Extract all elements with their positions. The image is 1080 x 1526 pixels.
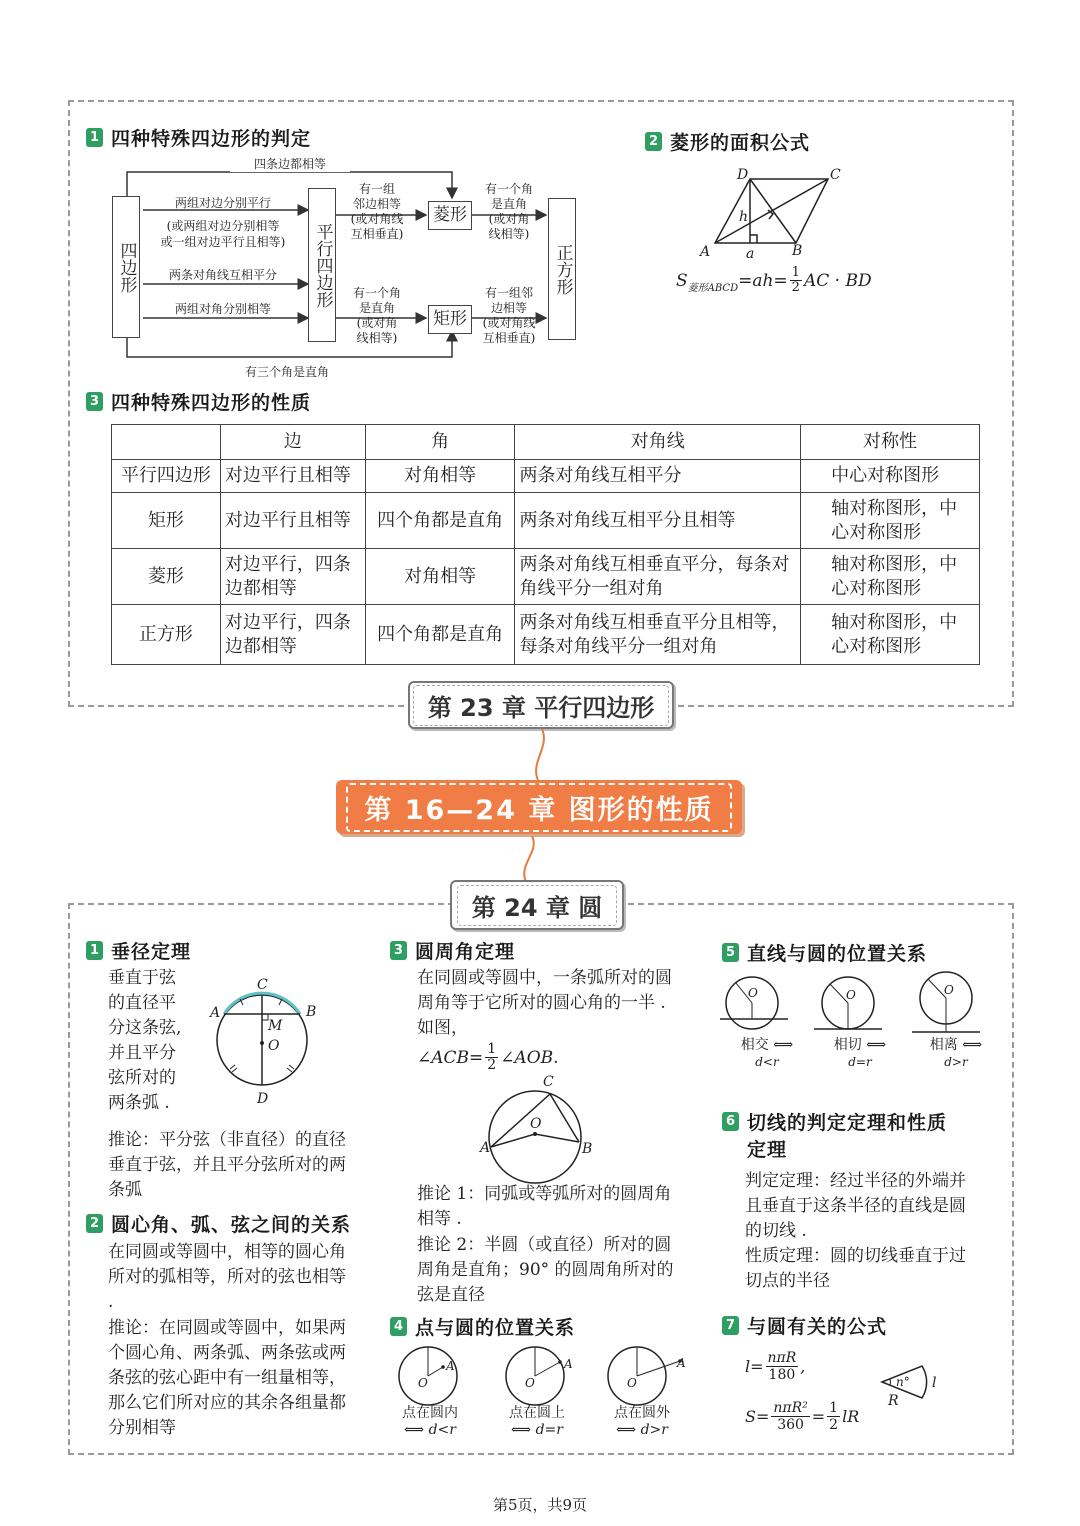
page-footer: 第5页，共9页 (492, 1496, 588, 1514)
c4-label-outside: 点在圆外 ⟺ d>r (614, 1405, 670, 1438)
c4-number: 4 (390, 1317, 407, 1336)
c1-point-B: B (306, 1004, 317, 1020)
rhombus-area-formula: S 菱形ABCD =ah= $\frac{1}{2}$ AC · BD (676, 265, 872, 295)
c5-O-3: O (944, 983, 954, 997)
c5-heading (722, 939, 927, 966)
rhombus-a: a (746, 246, 755, 262)
c1-corollary: 推论：平分弦（非直径）的直径垂直于弦，并且平分弦所对的两条弧 (108, 1130, 346, 1200)
s2-title: 菱形的面积公式 (670, 132, 811, 154)
box-rhombus: 菱形 (428, 201, 472, 230)
c4-title: 点与圆的位置关系 (415, 1317, 576, 1339)
c5-O-1: O (748, 986, 758, 1000)
c1-heading (86, 937, 191, 964)
s1-heading (86, 124, 311, 151)
c4-label-inside: 点在圆内 ⟺ d<r (402, 1405, 458, 1438)
rhombus-B: B (792, 243, 803, 259)
table-cell: 轴对称图形，中心对称图形 (801, 549, 980, 605)
table-row (112, 460, 980, 493)
table-cell: 正方形 (112, 605, 221, 665)
table-header: 对称性 (801, 425, 980, 460)
c3-formula: ∠ACB= $\frac{1}{2}$ ∠AOB. (417, 1041, 559, 1073)
c4-label-on: 点在圆上 ⟺ d=r (509, 1405, 565, 1438)
table-header: 对角线 (515, 425, 801, 460)
sector-l: l (932, 1375, 937, 1391)
label-a4: 两条对角线互相平分 (168, 268, 277, 282)
table-cell: 四个角都是直角 (365, 605, 515, 665)
table-header: 边 (220, 425, 365, 460)
c2-number: 2 (86, 1214, 103, 1233)
c2-corollary: 推论：在同圆或等圆中，如果两个圆心角、两条弧、两条弦或两条弦的弦心距中有一组量相等，那么它们所对应的其余各组量都分别相等 (108, 1318, 346, 1438)
s1-number: 1 (86, 128, 103, 147)
rhombus-A: A (700, 244, 711, 260)
c3-body: 在同圆或等圆中，一条弧所对的圆周角等于它所对的圆心角的一半 . 如图， (417, 968, 672, 1038)
c1-point-M: M (268, 1018, 283, 1034)
c4-A-2: A (564, 1357, 573, 1371)
table-row (112, 549, 980, 605)
c6-title: 切线的判定定理和性质 (747, 1112, 948, 1134)
table-cell: 对边平行且相等 (220, 460, 365, 493)
box-quadrilateral: 四边形 (112, 196, 140, 338)
table-cell: 轴对称图形，中心对称图形 (801, 493, 980, 549)
c2-title: 圆心角、弧、弦之间的关系 (111, 1214, 352, 1236)
table-header: 角 (365, 425, 515, 460)
rhombus-figure (700, 165, 850, 265)
table-cell: 两条对角线互相垂直平分，每条对角线平分一组对角 (515, 549, 801, 605)
s3-heading (86, 388, 311, 415)
s2-number: 2 (645, 132, 662, 151)
c1-point-O: O (268, 1038, 280, 1054)
label-sr-cond: 有一个角 是直角 (或对角 线相等) (484, 182, 533, 241)
table-cell: 对边平行且相等 (220, 493, 365, 549)
c4-A-3: A (677, 1356, 686, 1370)
box-square: 正方形 (548, 198, 576, 340)
sector-n: n° (896, 1375, 910, 1389)
table-cell: 菱形 (112, 549, 221, 605)
point-circle-figure-on (502, 1343, 572, 1408)
main-chapter-banner: 第 16—24 章 图形的性质 (336, 780, 742, 834)
chapter-23-tag: 第 23 章 平行四边形 (408, 681, 674, 729)
c6-number: 6 (722, 1112, 739, 1131)
label-three-right-angles: 有三个角是直角 (222, 365, 352, 380)
label-four-equal-sides: 四条边都相等 (230, 157, 350, 172)
c7-title: 与圆有关的公式 (747, 1316, 888, 1338)
inscribed-angle-figure (480, 1082, 593, 1192)
c3-heading (390, 937, 515, 964)
label-c-cond: 有一个角 是直角 (或对角 线相等) (352, 286, 401, 345)
c5-label-intersect: 相交 ⟺ d<r (740, 1037, 794, 1069)
sector-area-formula: S= nπR² 360 = $\frac{1}{2}$ lR (745, 1400, 860, 1433)
c1-title: 垂径定理 (111, 941, 192, 963)
c5-O-2: O (846, 988, 856, 1002)
s3-title: 四种特殊四边形的性质 (111, 392, 312, 414)
table-header-row (112, 425, 980, 460)
connector-curve-top (520, 727, 560, 782)
c3-corollary-2: 推论 2：半圆（或直径）所对的圆周角是直角；90° 的圆周角所对的弦是直径 (417, 1235, 674, 1305)
c5-label-tangent: 相切 ⟺ d=r (833, 1037, 887, 1069)
point-circle-figure-inside (395, 1343, 465, 1408)
c1-point-C: C (257, 977, 268, 993)
c5-title: 直线与圆的位置关系 (747, 943, 928, 965)
c1-number: 1 (86, 941, 103, 960)
c7-number: 7 (722, 1316, 739, 1335)
arc-length-formula: l= nπR 180 , (745, 1350, 806, 1383)
point-circle-figure-outside (604, 1343, 689, 1408)
c6-heading-line2: 定理 (747, 1139, 788, 1161)
c6-property-theorem: 性质定理：圆的切线垂直于过切点的半径 (745, 1246, 966, 1291)
s3-number: 3 (86, 392, 103, 411)
c3-point-B: B (582, 1141, 593, 1157)
label-a5: 两组对角分别相等 (174, 302, 271, 316)
table-cell: 对角相等 (365, 460, 515, 493)
box-parallelogram: 平行四边形 (308, 188, 336, 342)
table-cell: 平行四边形 (112, 460, 221, 493)
c2-heading (86, 1210, 351, 1237)
table-cell: 矩形 (112, 493, 221, 549)
table-cell: 对角相等 (365, 549, 515, 605)
c3-title: 圆周角定理 (415, 941, 516, 963)
c3-point-C: C (543, 1074, 554, 1090)
s2-heading (645, 128, 810, 155)
label-sc-cond: 有一组邻 边相等 (或对角线 互相垂直) (482, 286, 536, 345)
table-cell: 两条对角线互相垂直平分且相等，每条对角线平分一组对角 (515, 605, 801, 665)
perpendicular-diameter-figure (210, 985, 320, 1095)
c1-body: 垂直于弦 的直径平 分这条弦, 并且平分 弦所对的 两条弧 . (108, 968, 182, 1113)
table-cell: 四个角都是直角 (365, 493, 515, 549)
table-cell: 中心对称图形 (801, 460, 980, 493)
c4-O-3: O (627, 1376, 637, 1390)
c5-number: 5 (722, 943, 739, 962)
table-row (112, 493, 980, 549)
c3-corollary-1: 推论 1：同弧或等弧所对的圆周角相等 . (417, 1184, 672, 1229)
properties-table (111, 424, 980, 665)
table-cell: 两条对角线互相平分 (515, 460, 801, 493)
label-a1: 两组对边分别平行 (174, 196, 271, 210)
c3-number: 3 (390, 941, 407, 960)
connector-curve-bottom (510, 834, 550, 884)
table-cell: 对边平行，四条边都相等 (220, 605, 365, 665)
c4-A-1: A (446, 1359, 455, 1373)
table-cell: 轴对称图形，中心对称图形 (801, 605, 980, 665)
c4-O-1: O (418, 1376, 428, 1390)
line-circle-figure-separate (910, 968, 982, 1036)
rhombus-C: C (830, 167, 841, 183)
label-a2: (或两组对边分别相等 (166, 219, 280, 233)
c4-heading (390, 1313, 575, 1340)
table-cell: 对边平行，四条边都相等 (220, 549, 365, 605)
table-cell: 两条对角线互相平分且相等 (515, 493, 801, 549)
c4-O-2: O (525, 1376, 535, 1390)
c2-body: 在同圆或等圆中，相等的圆心角所对的弧相等，所对的弦也相等 . (108, 1242, 346, 1312)
chapter-24-tag: 第 24 章 圆 (450, 880, 624, 930)
c1-point-D: D (257, 1091, 269, 1107)
sector-R: R (888, 1393, 899, 1409)
c7-heading (722, 1312, 887, 1339)
c3-point-A: A (480, 1140, 491, 1156)
line-circle-figure-intersect (718, 973, 790, 1035)
table-row (112, 605, 980, 665)
rhombus-D: D (737, 167, 749, 183)
box-rectangle: 矩形 (428, 305, 472, 334)
c3-point-O: O (530, 1116, 542, 1132)
line-circle-figure-tangent (812, 973, 884, 1035)
table-header (112, 425, 221, 460)
c6-heading (722, 1108, 947, 1135)
rhombus-h: h (739, 209, 749, 225)
label-r-cond: 有一组 邻边相等 (或对角线 互相垂直) (350, 182, 404, 241)
c1-point-A: A (210, 1005, 221, 1021)
s1-title: 四种特殊四边形的判定 (111, 128, 312, 150)
c6-judge-theorem: 判定定理：经过半径的外端并且垂直于这条半径的直线是圆的切线 . (745, 1171, 966, 1241)
c5-label-separate: 相离 ⟺ d>r (929, 1037, 983, 1069)
label-a3: 或一组对边平行且相等) (160, 235, 286, 249)
